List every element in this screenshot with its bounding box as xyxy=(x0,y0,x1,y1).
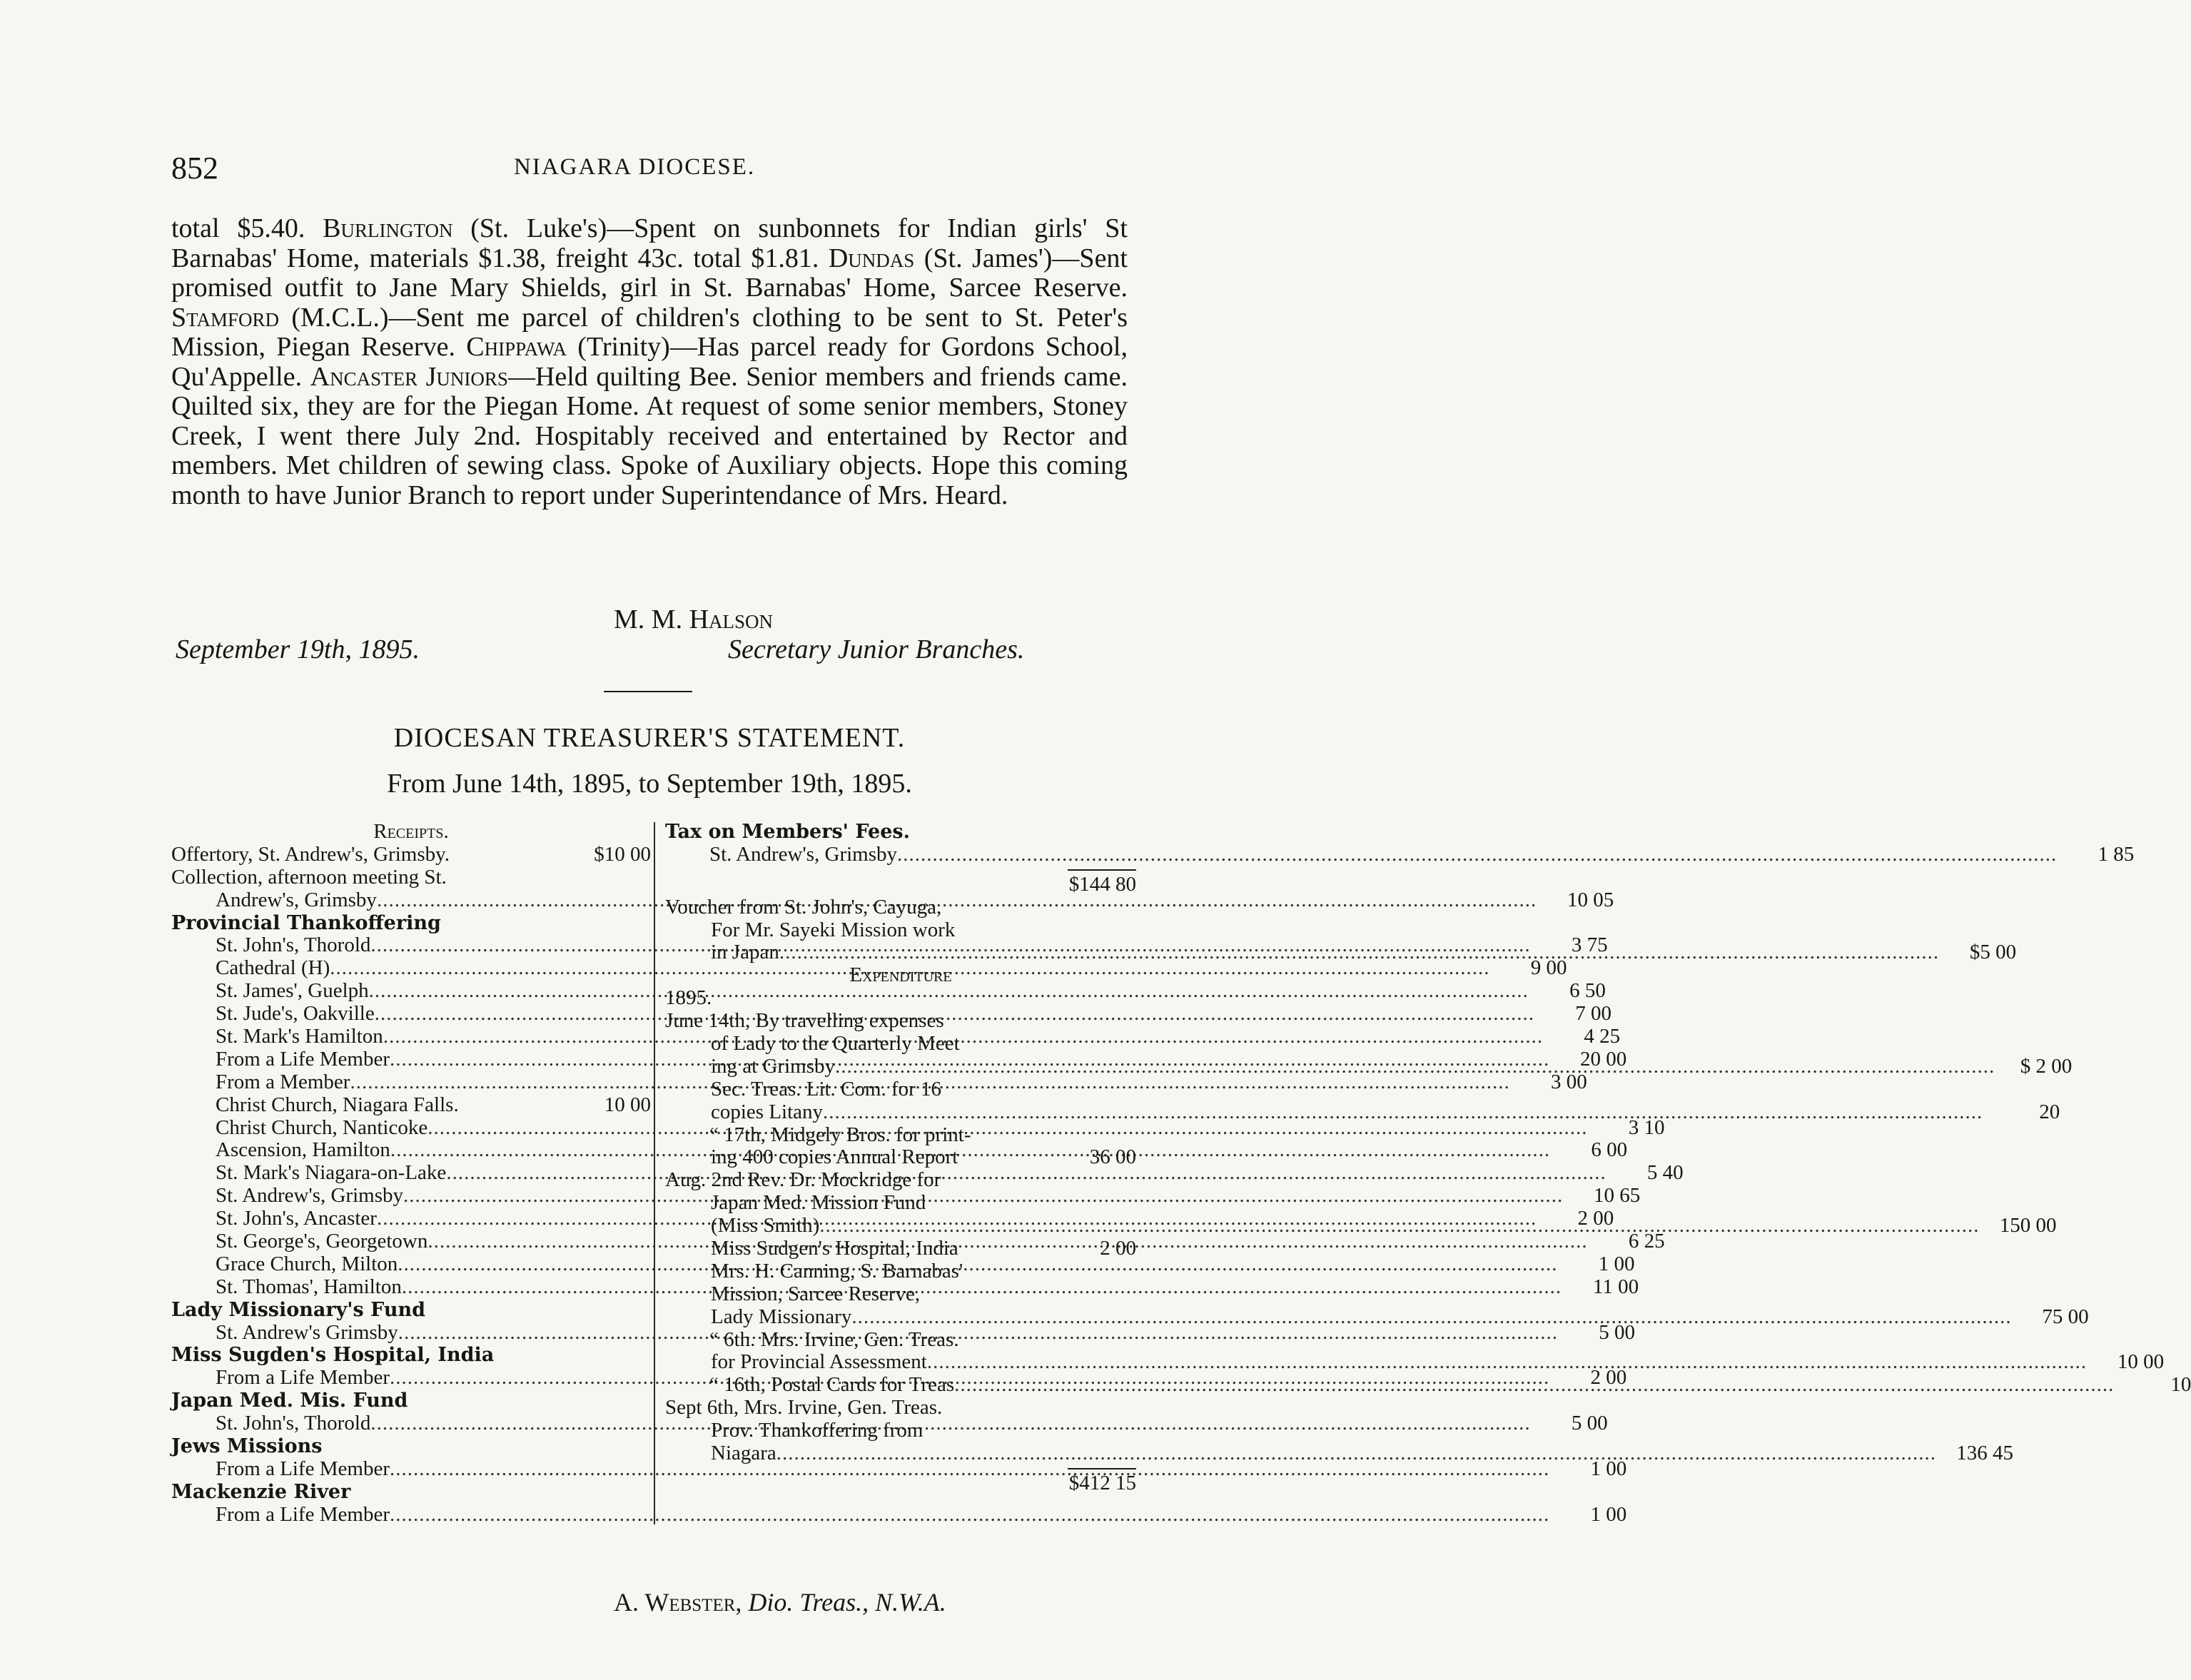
ledger-amount: $ 2 00 xyxy=(2020,1054,2073,1078)
ledger-row xyxy=(665,1192,1136,1215)
ledger-amount: $10 00 xyxy=(594,842,651,866)
total-rule xyxy=(665,866,1136,874)
letter-text: (Trinity)—Has parcel ready for Gordons School, Qu'Appelle. xyxy=(171,332,1128,392)
ledger-amount: 150 00 xyxy=(1999,1214,2057,1238)
running-head xyxy=(171,150,1128,186)
dot-leader xyxy=(927,1351,2087,1374)
ledger-row xyxy=(665,1238,1136,1260)
ledger-label: St. George's, Georgetown xyxy=(216,1230,428,1253)
ledger-amount: 6 25 xyxy=(1628,1230,1665,1253)
fund-heading: Miss Sugden's Hospital, India xyxy=(171,1344,495,1367)
ledger-label: Christ Church, Niagara Falls. xyxy=(216,1093,459,1116)
ledger-label: Voucher from St. John's, Cayuga, xyxy=(665,895,942,919)
ledger-row xyxy=(665,1010,1136,1033)
fund-heading: Provincial Thankoffering xyxy=(171,911,441,934)
ledger-amount: 6 50 xyxy=(1569,979,1606,1003)
ledger-label: Offertory, St. Andrew's, Grimsby. xyxy=(171,842,450,866)
ledger-amount: 7 00 xyxy=(1575,1002,1611,1026)
ledger-row xyxy=(665,1100,2060,1124)
dot-leader xyxy=(390,1504,1549,1527)
ledger-amount: 11 00 xyxy=(1592,1275,1639,1298)
ledger-label: From a Life Member xyxy=(216,1047,390,1071)
ledger-label: St. Thomas', Hamilton xyxy=(216,1275,402,1298)
ledger-row xyxy=(171,1457,1627,1481)
ledger-row xyxy=(171,844,651,866)
ledger-label: Sept 6th, Mrs. Irvine, Gen. Treas. xyxy=(665,1396,943,1420)
ledger-label: From a Life Member xyxy=(216,1457,390,1480)
ledger-row xyxy=(665,1397,1136,1420)
place-name: Dundas xyxy=(828,243,915,273)
ledger-label: Andrew's, Grimsby xyxy=(216,888,377,911)
header-title: NIAGARA DIOCESE. xyxy=(514,154,756,180)
ledger-label: St. John's, Thorold xyxy=(216,1412,371,1435)
place-name: Ancaster Juniors xyxy=(310,361,508,392)
ledger-label: “ 16th, Postal Cards for Treas xyxy=(709,1373,955,1397)
ledger-label: (Miss Smith) xyxy=(711,1214,820,1238)
ledger-label: for Provincial Assessment xyxy=(711,1350,927,1374)
ledger-label: St. James', Guelph xyxy=(216,979,369,1003)
ledger-label: ing 400 copies Annual Report xyxy=(711,1145,958,1169)
ledger-label: Mrs. H. Canning, S. Barnabas' xyxy=(711,1259,963,1282)
ledger-heading: Receipts. xyxy=(373,820,449,843)
total-rule xyxy=(665,1465,1136,1472)
ledger-amount: 2 00 xyxy=(1100,1237,1136,1260)
statement-period: From June 14th, 1895, to September 19th, 1895. xyxy=(387,769,912,799)
ledger-label: St. Jude's, Oakville xyxy=(216,1002,375,1026)
ledger-amount: 2 00 xyxy=(1577,1207,1614,1230)
ledger-amount: 3 75 xyxy=(1571,933,1608,957)
ledger-amount: 5 40 xyxy=(1646,1161,1684,1185)
ledger-label: of Lady to the Quarterly Meet xyxy=(711,1032,960,1056)
ledger-amount: 1 00 xyxy=(1598,1252,1635,1275)
ledger-row xyxy=(665,1033,1136,1056)
ledger-label: St. Andrew's, Grimsby xyxy=(216,1184,404,1208)
ledger-amount: 3 10 xyxy=(1628,1115,1665,1139)
column-divider xyxy=(654,822,655,1524)
ledger-label: Collection, afternoon meeting St. xyxy=(171,865,447,889)
dot-leader xyxy=(823,1101,1983,1124)
letter-text: (St. James')—Sent promised outfit to Jane Mary Shields, girl in St. Barnabas' Home, Sarcee Reserve. xyxy=(171,243,1128,303)
ledger-label: Japan Med. Mission Fund xyxy=(711,1191,926,1215)
fund-heading: Lady Missionary's Fund xyxy=(171,1298,425,1321)
statement-title: DIOCESAN TREASURER'S STATEMENT. xyxy=(393,723,906,753)
ledger-amount: 3 00 xyxy=(1550,1070,1587,1093)
ledger-row xyxy=(665,1442,2014,1465)
ledger-row xyxy=(665,1329,1136,1352)
letter-date: September 19th, 1895. xyxy=(176,634,420,664)
ledger-amount: 136 45 xyxy=(1956,1442,2014,1465)
ledger-label: St. John's, Thorold xyxy=(216,933,371,957)
fund-heading: Jews Missions xyxy=(171,1435,323,1458)
ledger-label: St. Andrew's, Grimsby xyxy=(709,842,898,866)
dot-leader xyxy=(776,1442,1936,1465)
ledger-amount: 9 00 xyxy=(1530,956,1567,980)
treasurer-signature xyxy=(614,1587,946,1617)
total-amount: $144 80 xyxy=(1068,872,1136,896)
letter-signer: M. M. Halson xyxy=(614,604,774,634)
ledger-amount: 10 05 xyxy=(1567,888,1614,911)
ledger-label: Aug. 2nd Rev. Dr. Mockridge for xyxy=(665,1168,941,1192)
ledger-label: Christ Church, Nanticoke xyxy=(216,1115,428,1139)
ledger-heading: Expenditure xyxy=(849,963,952,987)
ledger-row xyxy=(665,1146,1136,1169)
ledger-label: 1895. xyxy=(665,986,712,1010)
place-name: Burlington xyxy=(323,213,453,243)
dot-leader xyxy=(954,1374,2114,1397)
ledger-row xyxy=(665,987,1136,1010)
ledger-label: ing at Grimsby xyxy=(711,1054,835,1078)
ledger-amount: 10 65 xyxy=(1594,1184,1641,1208)
ledger-row xyxy=(665,1305,2089,1329)
fund-heading: Tax on Members' Fees. xyxy=(665,821,910,843)
ledger-label: copies Litany xyxy=(711,1100,824,1123)
ledger-label: June 14th, By travelling expenses xyxy=(665,1009,944,1033)
ledger-amount: 75 00 xyxy=(2042,1305,2089,1328)
ledger-label: in Japan xyxy=(711,941,779,964)
ledger-label: Grace Church, Milton xyxy=(216,1252,398,1275)
letter-text: total $5.40. xyxy=(171,213,323,243)
ledger-amount: 1 85 xyxy=(2098,842,2135,866)
ledger-amount: 5 00 xyxy=(1599,1320,1636,1344)
ledger-row xyxy=(171,1094,651,1117)
ledger-amount: 36 00 xyxy=(1089,1145,1136,1169)
ledger-amount: 5 00 xyxy=(1571,1412,1608,1435)
dot-leader xyxy=(897,844,2057,866)
ledger-label: Niagara xyxy=(711,1442,776,1465)
ledger-label: St. John's, Ancaster xyxy=(216,1207,377,1230)
ledger-amount: 10 00 xyxy=(2117,1350,2165,1374)
ledger-label: From a Member xyxy=(216,1070,350,1093)
dot-leader xyxy=(779,941,1939,964)
dot-leader xyxy=(819,1215,1979,1238)
treasurer-name: A. Webster, xyxy=(614,1588,742,1616)
ledger-label: Mission, Sarcee Reserve, xyxy=(711,1282,921,1305)
ledger-label: Lady Missionary xyxy=(711,1305,852,1328)
ledger-row xyxy=(665,1350,2165,1374)
ledger-row xyxy=(171,1502,1627,1527)
ledger-label: Miss Sudgen's Hospital, India xyxy=(711,1237,958,1260)
ledger-label: For Mr. Sayeki Mission work xyxy=(711,918,956,941)
ledger-amount: 4 25 xyxy=(1584,1025,1621,1048)
ledger-row xyxy=(665,842,2135,866)
ledger-row xyxy=(665,1124,1136,1147)
ledger-total xyxy=(665,874,1136,896)
letter-text: —Held quilting Bee. Senior members and friends came. Quilted six, they are for the Piegan Home. At request of some senior members, Stoney Creek, I went there July 2nd. Hospitably received and entertained by Rector and members. Met children of sewing class. Spoke of Auxiliary objects. Hope this coming month to have Junior Branch to report under Superintendance of Mrs. Heard. xyxy=(171,361,1128,510)
ledger-row xyxy=(665,919,1136,942)
ledger-amount: 20 00 xyxy=(1580,1047,1627,1071)
ledger-amount: 2 00 xyxy=(1590,1366,1627,1390)
dot-leader xyxy=(835,1056,1995,1078)
ledger-amount: $5 00 xyxy=(1969,941,2017,964)
letter-text: (St. Luke's)—Spent on sunbonnets for Indian girls' St Barnabas' Home, materials $1.38, freight 43c. total $1.81. xyxy=(171,213,1128,273)
treasurer-title: Dio. Treas., N.W.A. xyxy=(748,1588,946,1616)
section-divider xyxy=(604,691,692,692)
dot-leader xyxy=(851,1306,2011,1329)
ledger-row xyxy=(665,896,1136,919)
ledger-label: “ 6th. Mrs. Irvine, Gen. Treas. xyxy=(709,1327,959,1351)
place-name: Chippawa xyxy=(466,332,567,362)
ledger-amount: 10 00 xyxy=(604,1093,651,1116)
ledger-label: Prov. Thankoffering from xyxy=(711,1419,924,1442)
ledger-row xyxy=(665,1078,1136,1101)
ledger-row xyxy=(665,1283,1136,1306)
ledger-label: From a Life Member xyxy=(216,1366,390,1390)
ledger-label: Cathedral (H) xyxy=(216,956,330,980)
ledger-row xyxy=(665,1169,1136,1192)
ledger-amount: 6 00 xyxy=(1591,1138,1628,1162)
fund-heading: Japan Med. Mis. Fund xyxy=(171,1390,408,1412)
place-name: Stamford xyxy=(171,302,279,333)
letter-signer-role: Secretary Junior Branches. xyxy=(728,634,1025,664)
letter-paragraph xyxy=(171,214,1128,510)
ledger-row xyxy=(665,1420,1136,1442)
letter-body xyxy=(171,214,1128,510)
ledger-label: St. Mark's Niagara-on-Lake xyxy=(216,1161,447,1185)
ledger-amount: 10 xyxy=(2170,1373,2191,1397)
ledger-label: St. Andrew's Grimsby xyxy=(216,1320,398,1344)
ledger-total xyxy=(665,1472,1136,1495)
ledger-label: “ 17th, Midgely Bros. for print- xyxy=(709,1123,971,1146)
ledger-label: Sec. Treas. Lit. Com. for 16 xyxy=(711,1077,942,1100)
ledger-label: From a Life Member xyxy=(216,1502,390,1526)
ledger-row xyxy=(171,866,651,889)
ledger-amount: 1 00 xyxy=(1590,1502,1627,1526)
ledger-label: St. Mark's Hamilton xyxy=(216,1025,383,1048)
fund-heading: Mackenzie River xyxy=(171,1480,351,1503)
ledger-amount: 1 00 xyxy=(1590,1457,1627,1480)
letter-text: (M.C.L.)—Sent me parcel of children's clothing to be sent to St. Peter's Mission, Piegan Reserve. xyxy=(171,302,1128,362)
ledger-row xyxy=(665,1260,1136,1283)
ledger-label: Ascension, Hamilton xyxy=(216,1138,390,1162)
page-number: 852 xyxy=(171,151,218,186)
ledger-amount: 20 xyxy=(2039,1100,2060,1123)
total-amount: $412 15 xyxy=(1068,1471,1136,1494)
